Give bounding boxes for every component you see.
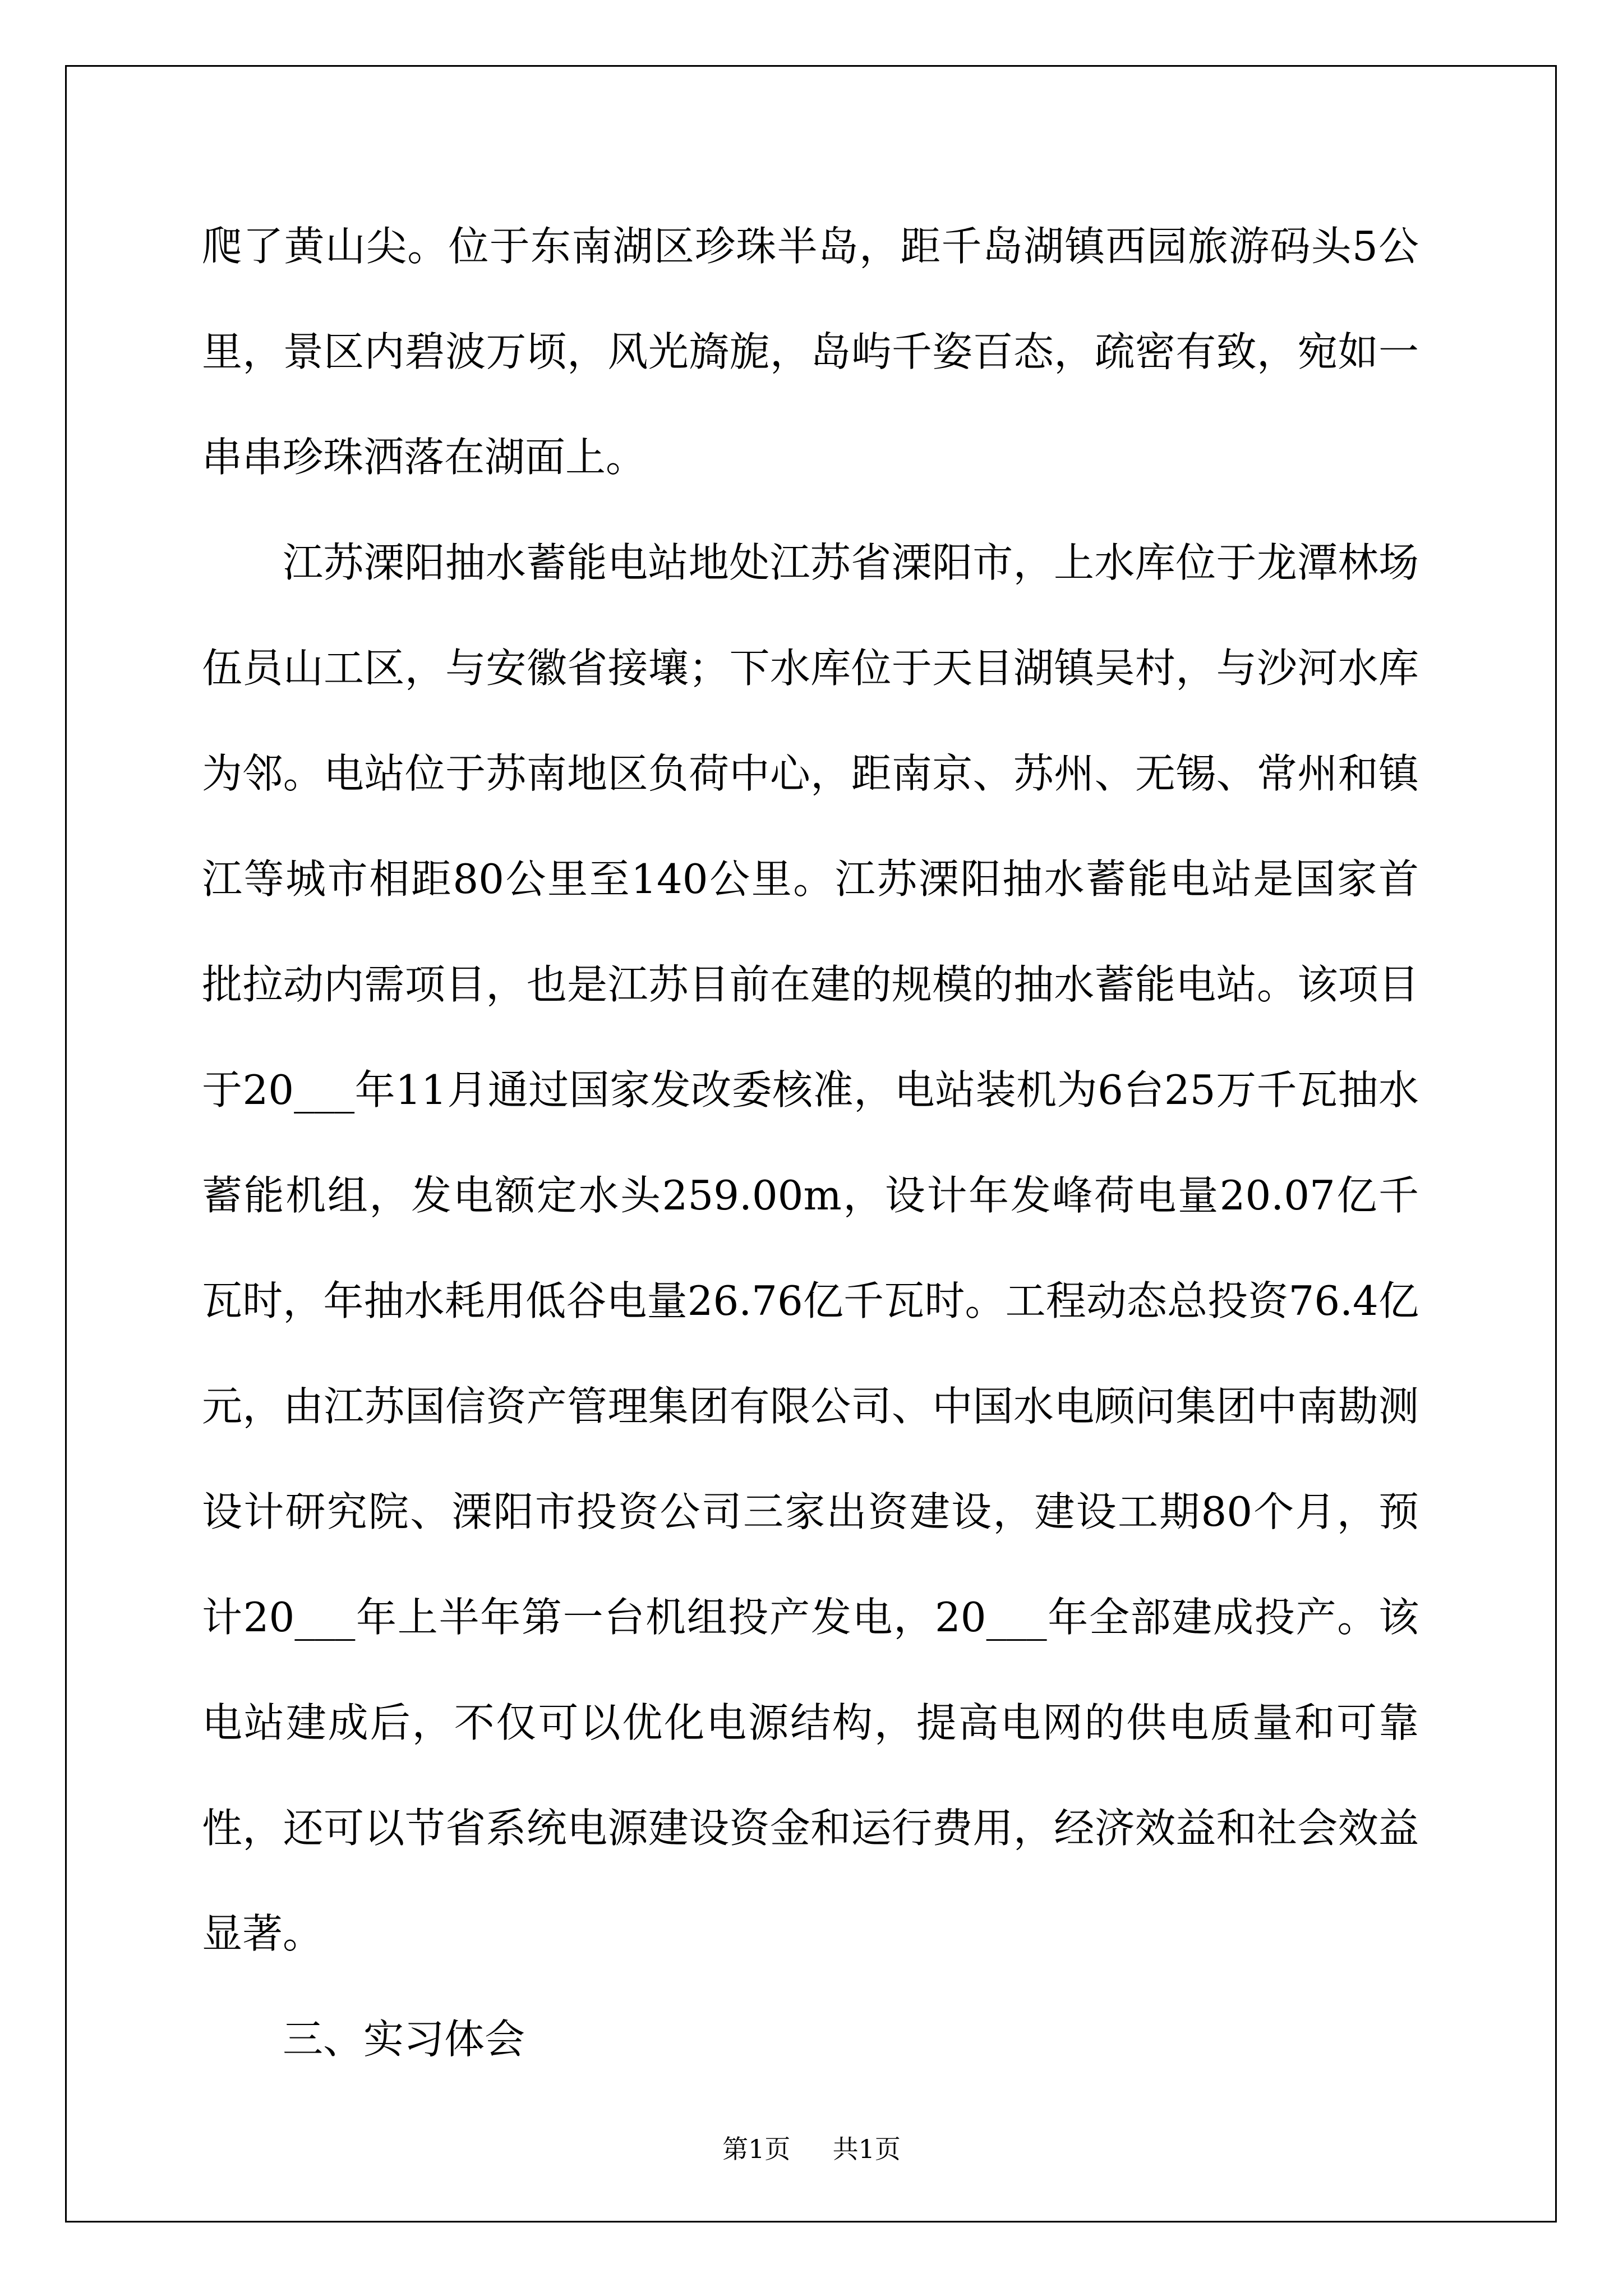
paragraph-2: 江苏溧阳抽水蓄能电站地处江苏省溧阳市，上水库位于龙潭林场伍员山工区，与安徽省接壤；下水库位于天目湖镇吴村，与沙河水库为邻。电站位于苏南地区负荷中心，距南京、苏州、无锡、常州和镇江等城市相距80公里至140公里。江苏溧阳抽水蓄能电站是国家首批拉动内需项目，也是江苏目前在建的规模的抽水蓄能电站。该项目于20___年11月通过国家发改委核准，电站装机为6台25万千瓦抽水蓄能机组，发电额定水头259.00m，设计年发峰荷电量20.07亿千瓦时，年抽水耗用低谷电量26.76亿千瓦时。工程动态总投资76.4亿元，由江苏国信资产管理集团有限公司、中国水电顾问集团中南勘测设计研究院、溧阳市投资公司三家出资建设，建设工期80个月，预计20___年上半年第一台机组投产发电，20___年全部建成投产。该电站建成后，不仅可以优化电源结构，提高电网的供电质量和可靠性，还可以节省系统电源建设资金和运行费用，经济效益和社会效益显著。 [202,539,1419,1957]
page-number-total: 共1页 [832,2134,901,2164]
section-heading: 三、实习体会 [283,2016,525,2063]
paragraph-1: 爬了黄山尖。位于东南湖区珍珠半岛，距千岛湖镇西园旅游码头5公里，景区内碧波万顷，风光旖旎，岛屿千姿百态，疏密有致，宛如一串串珍珠洒落在湖面上。 [202,223,1419,481]
page-footer [0,2129,1623,2166]
document-body [202,194,1419,2092]
page-number-current: 第1页 [722,2134,791,2164]
